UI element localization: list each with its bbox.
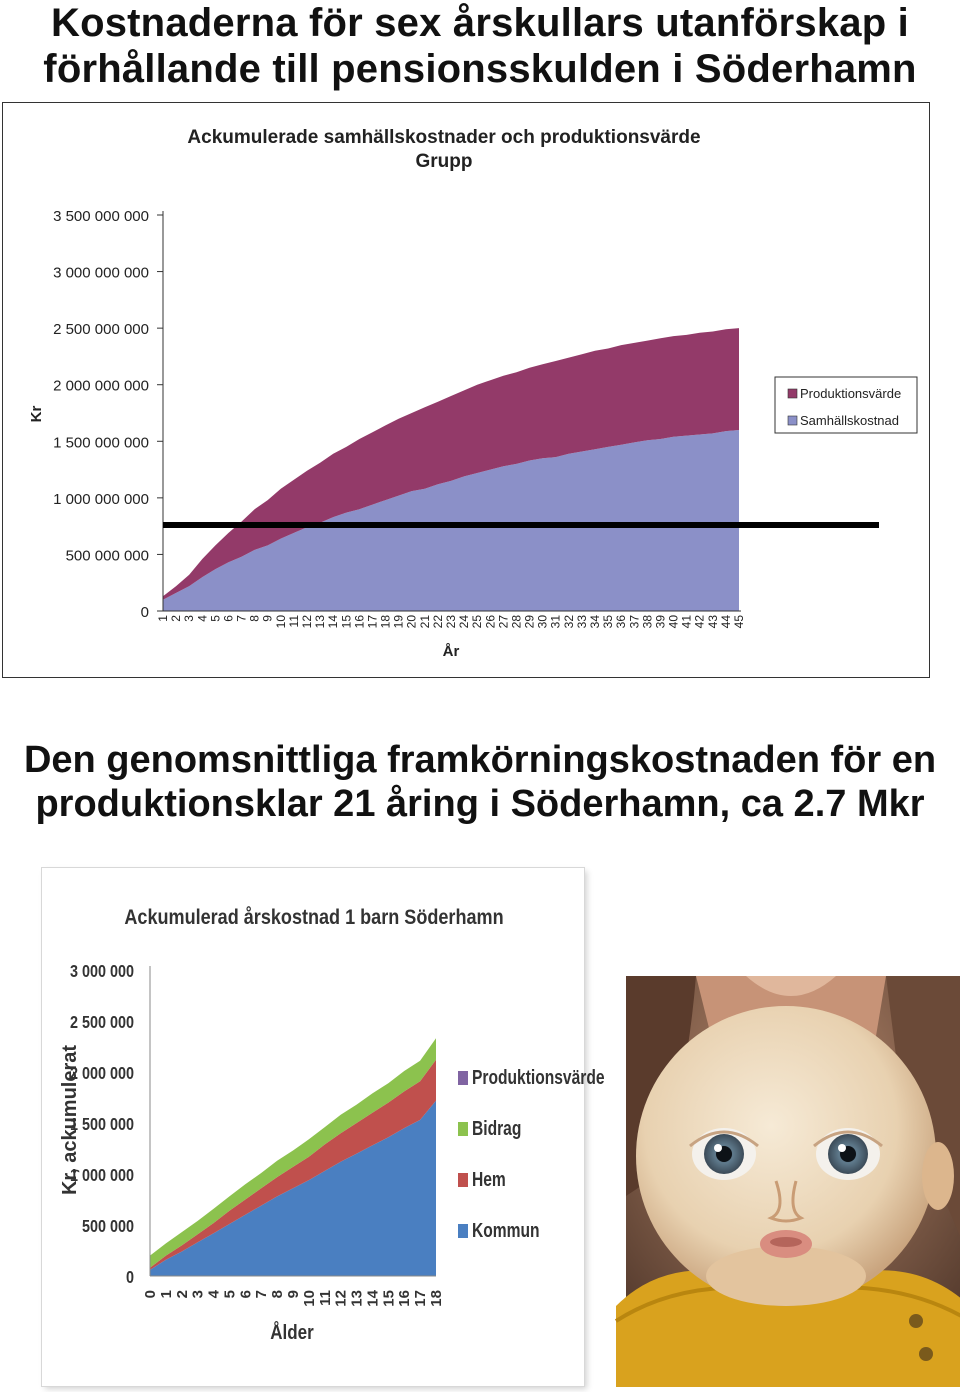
page-title-line-2: förhållande till pensionsskulden i Söderhamn xyxy=(43,47,917,91)
chart1-x-tick-label: 21 xyxy=(417,615,432,629)
chart1-legend-label: Samhällskostnad xyxy=(800,413,899,428)
section-heading xyxy=(0,738,960,826)
chart2-x-tick-label: 0 xyxy=(142,1290,159,1299)
chart1-y-tick-label: 2 500 000 000 xyxy=(53,321,149,339)
chart2-legend-label: Produktionsvärde xyxy=(471,1066,605,1089)
chart1-x-tick-label: 40 xyxy=(666,615,681,629)
chart1-x-tick-label: 7 xyxy=(234,615,249,622)
chart1-x-tick-label: 38 xyxy=(640,615,655,629)
chart1-x-tick-label: 30 xyxy=(535,615,550,629)
chart-group-costs xyxy=(2,102,930,678)
chart1-y-tick-label: 3 500 000 000 xyxy=(53,208,149,225)
chart1-x-tick-label: 18 xyxy=(378,615,393,629)
chart2-x-tick-label: 4 xyxy=(205,1290,223,1299)
chart2-x-tick-label: 2 xyxy=(173,1290,191,1299)
chart1-x-tick-label: 6 xyxy=(221,615,236,622)
chart1-x-tick-label: 15 xyxy=(339,615,354,629)
chart2-legend-swatch xyxy=(458,1071,468,1085)
chart2-x-tick-label: 18 xyxy=(428,1290,445,1307)
chart1-x-tick-label: 31 xyxy=(548,615,563,629)
chart-child-costs xyxy=(42,868,605,1386)
chart1-x-tick-label: 45 xyxy=(732,615,746,629)
chart2-x-tick-label: 6 xyxy=(237,1290,255,1299)
chart1-legend-swatch xyxy=(788,389,797,398)
chart2-x-tick-label: 5 xyxy=(221,1290,239,1299)
page-title xyxy=(0,0,960,92)
chart1-x-tick-label: 44 xyxy=(718,615,733,629)
chart1-x-tick-label: 35 xyxy=(601,615,616,629)
chart2-x-tick-label: 1 xyxy=(157,1290,175,1299)
chart1-x-tick-label: 28 xyxy=(509,615,524,629)
chart1-x-tick-label: 8 xyxy=(247,615,262,622)
chart1-x-tick-label: 20 xyxy=(404,615,419,629)
chart1-x-tick-label: 14 xyxy=(326,615,341,629)
chart1-x-tick-label: 27 xyxy=(496,615,511,629)
chart1-x-tick-label: 2 xyxy=(169,615,184,622)
chart1-x-tick-label: 26 xyxy=(483,615,498,629)
chart2-x-tick-label: 11 xyxy=(316,1290,334,1306)
chart2-x-tick-label: 8 xyxy=(269,1290,287,1299)
chart1-y-tick-label: 500 000 000 xyxy=(65,547,149,565)
chart2-x-tick-label: 7 xyxy=(253,1290,271,1299)
chart2-y-tick-label: 1 500 000 xyxy=(70,1114,134,1135)
chart1-legend-label: Produktionsvärde xyxy=(800,386,902,401)
chart1-x-tick-label: 43 xyxy=(705,615,720,629)
chart2-legend-swatch xyxy=(458,1122,468,1136)
chart2-x-tick-label: 9 xyxy=(285,1290,302,1299)
chart2-x-tick-label: 17 xyxy=(412,1290,430,1307)
chart2-legend-swatch xyxy=(458,1173,468,1187)
chart2-y-tick-label: 500 000 xyxy=(82,1216,134,1237)
chart1-x-tick-label: 22 xyxy=(430,615,445,629)
chart2-x-tick-label: 16 xyxy=(396,1290,414,1307)
chart1-y-axis-label: Kr xyxy=(28,405,45,423)
chart2-y-tick-label: 0 xyxy=(125,1267,134,1288)
chart1-x-tick-label: 19 xyxy=(391,615,406,629)
chart1-x-tick-label: 17 xyxy=(365,615,380,629)
chart1-x-tick-label: 23 xyxy=(444,615,458,629)
chart2-y-tick-label: 2 500 000 xyxy=(70,1012,134,1033)
chart1-y-tick-label: 1 000 000 000 xyxy=(53,490,149,508)
chart2-legend-label: Kommun xyxy=(471,1219,540,1242)
chart1-x-tick-label: 9 xyxy=(260,615,275,622)
chart1-x-tick-label: 39 xyxy=(653,615,668,629)
chart2-y-axis-label: Kr, ackumulerat xyxy=(59,1044,81,1196)
chart1-x-tick-label: 3 xyxy=(182,615,197,622)
chart1-x-tick-label: 33 xyxy=(574,615,589,629)
chart1-y-tick-label: 0 xyxy=(140,604,149,621)
chart2-legend-swatch xyxy=(458,1224,468,1238)
section-heading-line-2: produktionsklar 21 åring i Söderhamn, ca 2.7 Mkr xyxy=(35,783,925,825)
chart1-x-tick-label: 13 xyxy=(313,615,328,629)
chart1-x-tick-label: 41 xyxy=(679,615,694,629)
chart1-x-tick-label: 32 xyxy=(561,615,576,629)
chart1-x-tick-label: 4 xyxy=(195,615,210,622)
chart1-x-tick-label: 1 xyxy=(156,615,170,622)
chart1-x-tick-label: 5 xyxy=(208,615,223,622)
chart1-x-tick-label: 42 xyxy=(692,615,707,629)
chart2-title: Ackumulerad årskostnad 1 barn Söderhamn xyxy=(124,905,504,930)
baby-photo-drawing xyxy=(626,976,960,1387)
chart1-x-axis-label: År xyxy=(442,643,460,660)
chart2-x-tick-label: 15 xyxy=(380,1290,398,1307)
chart-child-costs-svg xyxy=(42,868,605,1386)
chart2-legend-label: Hem xyxy=(471,1168,506,1191)
chart1-x-tick-label: 11 xyxy=(286,615,301,628)
chart2-y-tick-label: 3 000 000 xyxy=(70,961,134,982)
chart1-x-tick-label: 29 xyxy=(522,615,537,629)
chart1-title: Ackumulerade samhällskostnader och produktionsvärde xyxy=(187,127,701,148)
chart1-x-tick-label: 36 xyxy=(614,615,629,629)
chart2-y-tick-label: 1 000 000 xyxy=(70,1165,134,1186)
chart2-x-axis-label: Ålder xyxy=(270,1320,314,1344)
chart1-x-tick-label: 25 xyxy=(470,615,485,629)
chart1-x-tick-label: 34 xyxy=(588,615,602,629)
chart1-y-tick-label: 2 000 000 000 xyxy=(53,377,149,395)
baby-photo xyxy=(626,976,960,1387)
chart1-y-tick-label: 1 500 000 000 xyxy=(53,434,149,452)
chart2-x-tick-label: 14 xyxy=(364,1290,382,1307)
chart2-x-tick-label: 13 xyxy=(348,1290,366,1307)
chart1-subtitle: Grupp xyxy=(415,151,473,172)
chart2-x-tick-label: 10 xyxy=(300,1290,318,1307)
chart2-x-tick-label: 12 xyxy=(332,1290,350,1307)
chart2-legend-label: Bidrag xyxy=(471,1117,522,1140)
page-title-line-1: Kostnaderna för sex årskullars utanförskap i xyxy=(51,1,909,45)
chart-group-costs-svg xyxy=(3,103,929,677)
chart1-x-tick-label: 37 xyxy=(627,615,642,629)
chart1-x-tick-label: 16 xyxy=(352,615,367,629)
chart2-x-tick-label: 3 xyxy=(189,1290,207,1299)
chart1-x-tick-label: 10 xyxy=(273,615,288,629)
section-heading-line-1: Den genomsnittliga framkörningskostnaden för en xyxy=(23,739,937,781)
chart1-x-tick-label: 24 xyxy=(457,615,472,629)
chart1-legend-swatch xyxy=(788,416,797,425)
chart1-y-tick-label: 3 000 000 000 xyxy=(53,264,149,282)
chart1-x-tick-label: 12 xyxy=(300,615,314,629)
chart2-y-tick-label: 2 000 000 xyxy=(70,1063,134,1084)
